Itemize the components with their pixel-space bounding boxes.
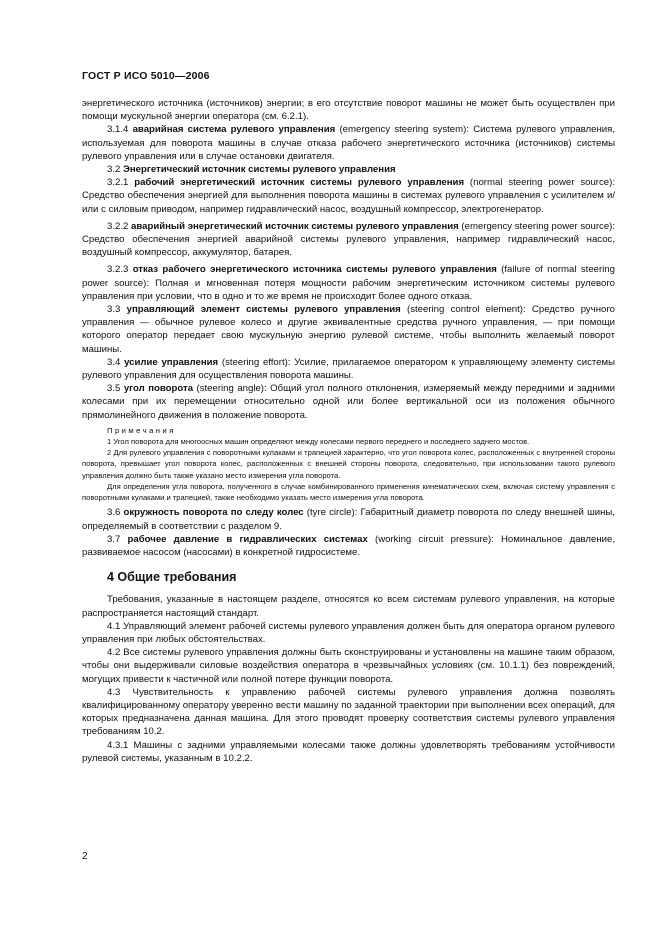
- term: аварийная система рулевого управления: [132, 124, 336, 136]
- term: управляющий элемент системы рулевого управления: [126, 304, 401, 316]
- term: отказ рабочего энергетического источника системы рулевого управления: [132, 264, 497, 276]
- definition-3-7: 3.7 рабочее давление в гидравлических системах (working circuit pressure): Номинальное давление, развиваемое насосом (насосами) в конкретной гидросистеме.: [82, 533, 615, 558]
- term: угол поворота: [123, 383, 194, 395]
- paragraph: 4.2 Все системы рулевого управления должны быть сконструированы и установлены на машине таким образом, чтобы они выдерживали силовые воздействия оператора в чрезвычайных условиях (см. 10.1.1) без повреждений, могущих привести к частичной или полной потере функции поворота.: [82, 647, 615, 685]
- page-number: 2: [82, 851, 88, 862]
- term: рабочий энергетический источник системы рулевого управления: [134, 177, 465, 189]
- notes-block: [82, 425, 615, 503]
- notes-title: Примечания: [107, 425, 176, 435]
- paragraph: 4.3.1 Машины с задними управляемыми колесами также должны удовлетворять требованиям устойчивости рулевой системы, указанным в 10.2.2.: [82, 739, 615, 764]
- definition-3-5: 3.5 угол поворота (steering angle): Общий угол полного отклонения, измеряемый между передними и задними колесами при их перемещении относительно одной или более вертикальной оси из положения обычного прямолинейного движения в положение поворота.: [82, 383, 615, 421]
- definition-3-4: 3.4 усилие управления (steering effort): Усилие, прилагаемое оператором к управляющему элементу системы рулевого управления для осуществления поворота машины.: [82, 356, 615, 382]
- definition-3-2-2: 3.2.2 аварийный энергетический источник системы рулевого управления (emergency steering power source): Средство обеспечения энергией аварийной системы рулевого управления, например гидравлический насос, воздушный компрессор, аккумулятор, батарея.: [82, 220, 616, 259]
- term: аварийный энергетический источник системы рулевого управления: [131, 220, 459, 232]
- subsection-3-2: 3.2 Энергетический источник системы рулевого управления: [107, 164, 396, 176]
- definition-3-3: 3.3 управляющий элемент системы рулевого управления (steering control element): Средство ручного управления — обычное рулевое колесо и другие эквивалентные средства ручного управления, — при помощи которого оператор передает свою мускульную энергию рулевой системе, чтобы выполнить желаемый поворот машины.: [82, 304, 615, 355]
- term: рабочее давление в гидравлических системах: [127, 533, 368, 545]
- definition-3-2-1: 3.2.1 рабочий энергетический источник системы рулевого управления (normal steering power source): Средство обеспечения энергией для выполнения поворота машины в системах рулевого управления с усилителем и/или с силовым приводом, например гидравлический насос, воздушный компрессор, электрогенератор.: [82, 177, 615, 215]
- paragraph: Требования, указанные в настоящем разделе, относятся ко всем системам рулевого управления, на которые распространяется настоящий стандарт.: [82, 594, 615, 619]
- note-1: 1 Угол поворота для многоосных машин определяют между колесами первого переднего и последнего заднего мостов.: [107, 437, 530, 447]
- definition-3-2-3: 3.2.3 отказ рабочего энергетического источника системы рулевого управления (failure of normal steering power source): Полная и мгновенная потеря мощности рабочим энергетическим источником системы рулевого управления при условии, что в одно и то же время не происходит более одного отказа.: [82, 264, 615, 302]
- document-header: ГОСТ Р ИСО 5010—2006: [82, 70, 210, 82]
- definition-3-1-4: 3.1.4 аварийная система рулевого управления (emergency steering system): Система рулевого управления, используемая для поворота машины в случае отказа рабочего энергетического источника (источников) системы рулевого управления или в случае остановки двигателя.: [82, 124, 616, 162]
- term: усилие управления: [124, 356, 219, 368]
- paragraph: 4.1 Управляющий элемент рабочей системы рулевого управления должен быть для оператора органом рулевого управления при любых обстоятельствах.: [82, 620, 615, 645]
- document-body: [82, 97, 615, 765]
- note-2: 2 Для рулевого управления с поворотными кулаками и трапецией характерно, что угол поворота колес, расположенных с внутренней стороны поворота, превышает угол поворота колес, расположенных с внешней стороны поворота, следовательно, при использовании такого рулевого управления должно быть также указано место измерения угла поворота.: [82, 448, 615, 480]
- definition-3-6: 3.6 окружность поворота по следу колес (tyre circle): Габаритный диаметр поворота по следу внешней шины, определяемый в соответствии с разделом 9.: [82, 507, 615, 532]
- term: окружность поворота по следу колес: [123, 507, 304, 519]
- section-heading: 4 Общие требования: [107, 570, 237, 585]
- paragraph: энергетического источника (источников) энергии; в его отсутствие поворот машины не может быть осуществлен при помощи мускульной энергии оператора (см. 6.2.1).: [82, 98, 615, 123]
- note-3: Для определения угла поворота, полученного в случае комбинированного применения кинематических схем, включая систему управления с поворотными кулаками и трапецией, также необходимо указать место измерения угла поворота.: [82, 481, 615, 503]
- paragraph: 4.3 Чувствительность к управлению рабочей системы рулевого управления должна позволять квалифицированному оператору уверенно вести машину по заданной траектории при выполнении всех операций, для которых предназначена данная машина. Для этого проводят проверку соответствия системы рулевого управления требованиям 10.2.: [82, 686, 615, 738]
- term: Энергетический источник системы рулевого управления: [123, 164, 396, 176]
